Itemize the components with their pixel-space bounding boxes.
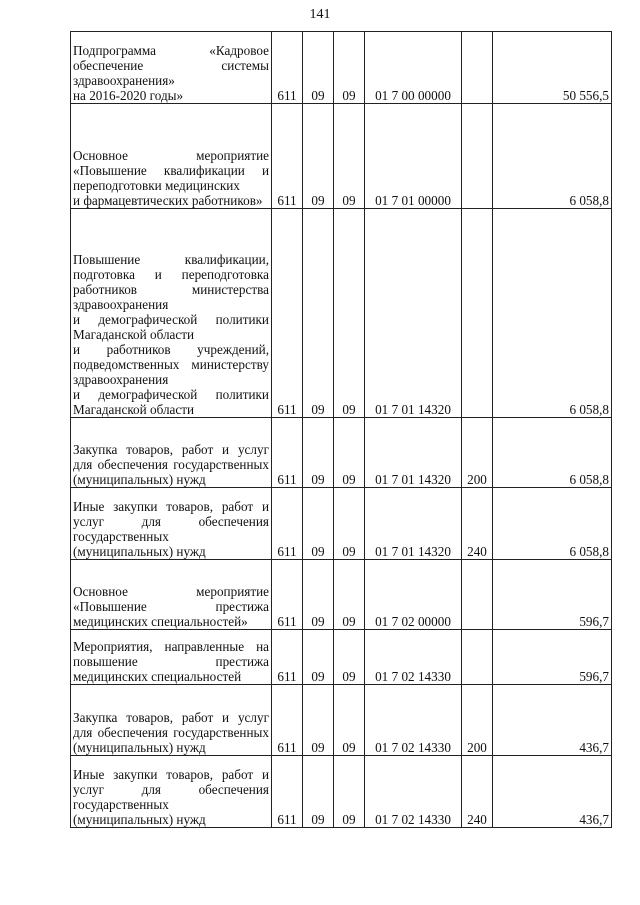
table-row [71, 32, 612, 104]
row-pr: 09 [334, 104, 365, 209]
row-pr: 09 [334, 32, 365, 104]
table-row [71, 418, 612, 488]
row-name-line: Мероприятия, направленные на повышение престижа медицинских специальностей [73, 639, 269, 684]
row-vr: 240 [462, 756, 493, 828]
row-name [71, 104, 272, 209]
row-name [71, 418, 272, 488]
row-sum: 436,7 [493, 756, 612, 828]
row-csr: 01 7 01 00000 [365, 104, 462, 209]
row-name-line: Подпрограмма «Кадровое обеспечение системы здравоохранения» [73, 43, 269, 88]
row-sum: 50 556,5 [493, 32, 612, 104]
row-rz: 09 [303, 685, 334, 756]
row-pr: 09 [334, 418, 365, 488]
row-name-line: Иные закупки товаров, работ и услуг для обеспечения государственных (муниципальных) нужд [73, 767, 269, 827]
row-vr: 200 [462, 418, 493, 488]
row-rz: 09 [303, 209, 334, 418]
table-row [71, 488, 612, 560]
row-pr: 09 [334, 756, 365, 828]
row-sum: 6 058,8 [493, 104, 612, 209]
table-row [71, 104, 612, 209]
row-csr: 01 7 02 14330 [365, 685, 462, 756]
row-name-line: и демографической политики Магаданской области [73, 312, 269, 342]
row-name [71, 560, 272, 630]
table-row [71, 685, 612, 756]
row-vr [462, 630, 493, 685]
row-csr: 01 7 01 14320 [365, 488, 462, 560]
row-vr [462, 209, 493, 418]
row-csr: 01 7 00 00000 [365, 32, 462, 104]
row-sum: 436,7 [493, 685, 612, 756]
row-ved: 611 [272, 104, 303, 209]
row-name [71, 685, 272, 756]
row-name-line: на 2016-2020 годы» [73, 88, 184, 103]
budget-table [70, 31, 612, 828]
row-sum: 596,7 [493, 560, 612, 630]
row-name-line: Повышение квалификации, подготовка и переподготовка работников министерства здравоохранения [73, 252, 269, 312]
row-rz: 09 [303, 418, 334, 488]
row-ved: 611 [272, 756, 303, 828]
row-pr: 09 [334, 630, 365, 685]
row-vr [462, 560, 493, 630]
row-pr: 09 [334, 560, 365, 630]
row-vr [462, 104, 493, 209]
row-csr: 01 7 02 00000 [365, 560, 462, 630]
row-ved: 611 [272, 488, 303, 560]
row-vr [462, 32, 493, 104]
row-ved: 611 [272, 209, 303, 418]
row-name-line: Основное мероприятие «Повышение квалификации и переподготовки медицинских [73, 148, 269, 193]
row-ved: 611 [272, 418, 303, 488]
row-csr: 01 7 01 14320 [365, 418, 462, 488]
table-row [71, 209, 612, 418]
table-row [71, 630, 612, 685]
row-name [71, 209, 272, 418]
row-sum: 6 058,8 [493, 418, 612, 488]
row-csr: 01 7 01 14320 [365, 209, 462, 418]
row-name [71, 630, 272, 685]
row-vr: 240 [462, 488, 493, 560]
row-rz: 09 [303, 104, 334, 209]
page-number: 141 [309, 7, 331, 22]
row-rz: 09 [303, 488, 334, 560]
row-sum: 6 058,8 [493, 209, 612, 418]
row-name-line: Иные закупки товаров, работ и услуг для обеспечения государственных (муниципальных) нужд [73, 499, 269, 559]
table-row [71, 756, 612, 828]
row-csr: 01 7 02 14330 [365, 756, 462, 828]
row-pr: 09 [334, 685, 365, 756]
row-name-line: Закупка товаров, работ и услуг для обеспечения государственных (муниципальных) нужд [73, 442, 269, 487]
row-pr: 09 [334, 209, 365, 418]
row-ved: 611 [272, 685, 303, 756]
row-name-line: Закупка товаров, работ и услуг для обеспечения государственных (муниципальных) нужд [73, 710, 269, 755]
row-pr: 09 [334, 488, 365, 560]
row-rz: 09 [303, 32, 334, 104]
row-name [71, 756, 272, 828]
table-row [71, 560, 612, 630]
row-rz: 09 [303, 756, 334, 828]
row-ved: 611 [272, 560, 303, 630]
row-rz: 09 [303, 630, 334, 685]
row-csr: 01 7 02 14330 [365, 630, 462, 685]
row-rz: 09 [303, 560, 334, 630]
row-sum: 6 058,8 [493, 488, 612, 560]
row-name [71, 32, 272, 104]
budget-table-body [71, 32, 612, 828]
row-vr: 200 [462, 685, 493, 756]
row-ved: 611 [272, 32, 303, 104]
row-ved: 611 [272, 630, 303, 685]
row-name-line: и фармацевтических работников» [73, 193, 263, 208]
row-name-line: и демографической политики Магаданской области [73, 387, 269, 417]
row-sum: 596,7 [493, 630, 612, 685]
row-name-line: и работников учреждений, подведомственных министерству здравоохранения [73, 342, 269, 387]
row-name-line: Основное мероприятие «Повышение престижа медицинских специальностей» [73, 584, 269, 629]
row-name [71, 488, 272, 560]
